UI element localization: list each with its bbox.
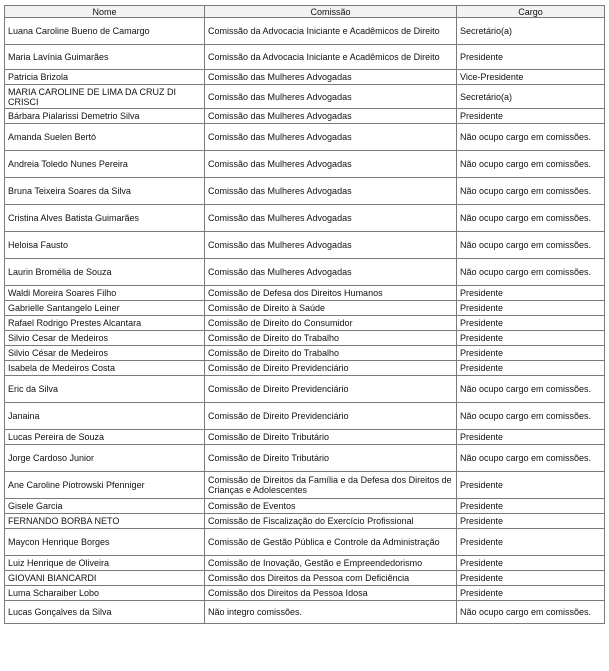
table-row — [5, 529, 605, 556]
table-row — [5, 403, 605, 430]
table-row — [5, 376, 605, 403]
cell-nome: Silvio César de Medeiros — [5, 346, 205, 361]
cell-cargo: Presidente — [457, 316, 605, 331]
cell-nome: Patricia Brizola — [5, 70, 205, 85]
cell-comissao: Comissão de Direito do Consumidor — [205, 316, 457, 331]
table-row — [5, 85, 605, 109]
cell-cargo: Presidente — [457, 109, 605, 124]
cell-nome: Heloisa Fausto — [5, 232, 205, 259]
cell-cargo: Presidente — [457, 331, 605, 346]
cell-comissao: Comissão das Mulheres Advogadas — [205, 259, 457, 286]
cell-comissao: Comissão dos Direitos da Pessoa Idosa — [205, 586, 457, 601]
cell-cargo: Presidente — [457, 499, 605, 514]
table-row — [5, 430, 605, 445]
cell-comissao: Comissão das Mulheres Advogadas — [205, 124, 457, 151]
cell-comissao: Comissão dos Direitos da Pessoa com Deficiência — [205, 571, 457, 586]
cell-cargo: Vice-Presidente — [457, 70, 605, 85]
cell-nome: FERNANDO BORBA NETO — [5, 514, 205, 529]
cell-cargo: Não ocupo cargo em comissões. — [457, 403, 605, 430]
cell-comissao: Comissão das Mulheres Advogadas — [205, 205, 457, 232]
cell-nome: Lucas Pereira de Souza — [5, 430, 205, 445]
column-header-comissao: Comissão — [205, 6, 457, 18]
cell-nome: Amanda Suelen Bertó — [5, 124, 205, 151]
cell-nome: Gisele Garcia — [5, 499, 205, 514]
cell-nome: Laurin Bromélia de Souza — [5, 259, 205, 286]
cell-cargo: Presidente — [457, 430, 605, 445]
table-row — [5, 232, 605, 259]
table-row — [5, 286, 605, 301]
cell-cargo: Presidente — [457, 301, 605, 316]
cell-comissao: Não integro comissões. — [205, 601, 457, 624]
cell-nome: Luana Caroline Bueno de Camargo — [5, 18, 205, 45]
cell-cargo: Não ocupo cargo em comissões. — [457, 178, 605, 205]
cell-nome: Lucas Gonçalves da Silva — [5, 601, 205, 624]
cell-nome: GIOVANI BIANCARDI — [5, 571, 205, 586]
table-row — [5, 301, 605, 316]
table-row — [5, 346, 605, 361]
cell-cargo: Presidente — [457, 361, 605, 376]
cell-nome: Gabrielle Santangelo Leiner — [5, 301, 205, 316]
table-row — [5, 151, 605, 178]
cell-nome: Cristina Alves Batista Guimarães — [5, 205, 205, 232]
table-row — [5, 109, 605, 124]
cell-nome: Maycon Henrique Borges — [5, 529, 205, 556]
cell-comissao: Comissão das Mulheres Advogadas — [205, 70, 457, 85]
table-row — [5, 601, 605, 624]
cell-cargo: Presidente — [457, 286, 605, 301]
cell-cargo: Presidente — [457, 346, 605, 361]
cell-nome: Janaina — [5, 403, 205, 430]
table-row — [5, 361, 605, 376]
cell-comissao: Comissão da Advocacia Iniciante e Acadêmicos de Direito — [205, 45, 457, 70]
cell-comissao: Comissão das Mulheres Advogadas — [205, 178, 457, 205]
table-row — [5, 586, 605, 601]
table-row — [5, 124, 605, 151]
table-row — [5, 445, 605, 472]
cell-cargo: Presidente — [457, 556, 605, 571]
cell-cargo: Não ocupo cargo em comissões. — [457, 151, 605, 178]
cell-nome: Silvio Cesar de Medeiros — [5, 331, 205, 346]
cell-comissao: Comissão de Fiscalização do Exercício Profissional — [205, 514, 457, 529]
cell-cargo: Presidente — [457, 529, 605, 556]
cell-cargo: Não ocupo cargo em comissões. — [457, 232, 605, 259]
cell-nome: Jorge Cardoso Junior — [5, 445, 205, 472]
table-row — [5, 514, 605, 529]
table-body — [5, 18, 605, 624]
cell-cargo: Presidente — [457, 571, 605, 586]
commission-members-table — [4, 5, 605, 624]
cell-comissao: Comissão de Direito Previdenciário — [205, 376, 457, 403]
cell-comissao: Comissão de Direito Previdenciário — [205, 361, 457, 376]
cell-cargo: Secretário(a) — [457, 18, 605, 45]
cell-comissao: Comissão de Inovação, Gestão e Empreendedorismo — [205, 556, 457, 571]
cell-nome: Bruna Teixeira Soares da Silva — [5, 178, 205, 205]
table-row — [5, 571, 605, 586]
cell-cargo: Secretário(a) — [457, 85, 605, 109]
document-page — [4, 5, 604, 624]
table-row — [5, 472, 605, 499]
cell-comissao: Comissão de Direito Previdenciário — [205, 403, 457, 430]
cell-nome: MARIA CAROLINE DE LIMA DA CRUZ DI CRISCI — [5, 85, 205, 109]
cell-cargo: Presidente — [457, 45, 605, 70]
table-row — [5, 316, 605, 331]
column-header-nome: Nome — [5, 6, 205, 18]
table-row — [5, 70, 605, 85]
table-row — [5, 331, 605, 346]
cell-nome: Luma Scharaiber Lobo — [5, 586, 205, 601]
column-header-cargo: Cargo — [457, 6, 605, 18]
table-row — [5, 45, 605, 70]
cell-comissao: Comissão da Advocacia Iniciante e Acadêmicos de Direito — [205, 18, 457, 45]
cell-comissao: Comissão de Defesa dos Direitos Humanos — [205, 286, 457, 301]
cell-comissao: Comissão das Mulheres Advogadas — [205, 109, 457, 124]
table-row — [5, 556, 605, 571]
cell-comissao: Comissão das Mulheres Advogadas — [205, 85, 457, 109]
table-row — [5, 18, 605, 45]
cell-comissao: Comissão das Mulheres Advogadas — [205, 232, 457, 259]
cell-comissao: Comissão de Gestão Pública e Controle da Administração — [205, 529, 457, 556]
cell-cargo: Não ocupo cargo em comissões. — [457, 376, 605, 403]
cell-cargo: Não ocupo cargo em comissões. — [457, 124, 605, 151]
cell-comissao: Comissão das Mulheres Advogadas — [205, 151, 457, 178]
cell-nome: Bárbara Pialarissi Demetrio Silva — [5, 109, 205, 124]
cell-comissao: Comissão de Direito à Saúde — [205, 301, 457, 316]
table-row — [5, 259, 605, 286]
cell-comissao: Comissão de Direito Tributário — [205, 445, 457, 472]
cell-nome: Ane Caroline Piotrowski Pfenniger — [5, 472, 205, 499]
cell-nome: Luiz Henrique de Oliveira — [5, 556, 205, 571]
table-row — [5, 178, 605, 205]
table-row — [5, 499, 605, 514]
cell-cargo: Não ocupo cargo em comissões. — [457, 601, 605, 624]
cell-cargo: Não ocupo cargo em comissões. — [457, 259, 605, 286]
cell-comissao: Comissão de Direito do Trabalho — [205, 331, 457, 346]
cell-nome: Eric da Silva — [5, 376, 205, 403]
cell-comissao: Comissão de Direito Tributário — [205, 430, 457, 445]
cell-cargo: Presidente — [457, 586, 605, 601]
cell-nome: Isabela de Medeiros Costa — [5, 361, 205, 376]
cell-cargo: Presidente — [457, 472, 605, 499]
table-row — [5, 205, 605, 232]
cell-cargo: Não ocupo cargo em comissões. — [457, 205, 605, 232]
cell-nome: Maria Lavínia Guimarães — [5, 45, 205, 70]
cell-comissao: Comissão de Direitos da Família e da Defesa dos Direitos de Crianças e Adolescentes — [205, 472, 457, 499]
cell-cargo: Não ocupo cargo em comissões. — [457, 445, 605, 472]
cell-cargo: Presidente — [457, 514, 605, 529]
cell-nome: Andreia Toledo Nunes Pereira — [5, 151, 205, 178]
cell-comissao: Comissão de Eventos — [205, 499, 457, 514]
table-header-row — [5, 6, 605, 18]
cell-comissao: Comissão de Direito do Trabalho — [205, 346, 457, 361]
cell-nome: Waldi Moreira Soares Filho — [5, 286, 205, 301]
cell-nome: Rafael Rodrigo Prestes Alcantara — [5, 316, 205, 331]
